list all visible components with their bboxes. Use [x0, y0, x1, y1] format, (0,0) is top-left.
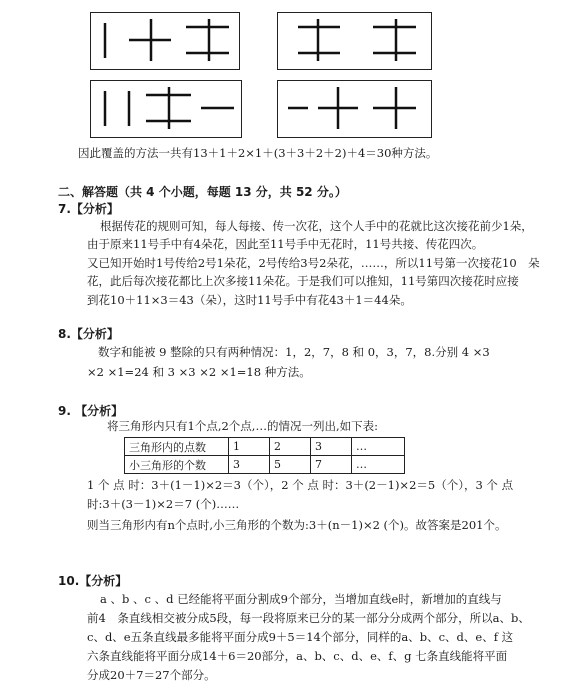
- table-cell: …: [352, 456, 405, 474]
- points-table: [124, 437, 405, 474]
- table-cell: 1: [229, 438, 270, 456]
- q10-line-3: c、d、e五条直线最多能将平面分成9＋5＝14个部分，同样的a、b、c、d、e、f 这: [87, 630, 514, 644]
- q10-line-4: 六条直线能将平面分成14＋6＝20部分，a、b、c、d、e、f、g 七条直线能将平面: [87, 649, 508, 663]
- q7-line-1: 根据传花的规则可知，每人每接、传一次花，这个人手中的花就比这次接花前少1朵，: [100, 219, 533, 233]
- table-cell: 小三角形的个数: [125, 456, 229, 474]
- q7-line-2: 由于原来11号手中有4朵花，因此至11号手中无花时，11号共接、传花四次。: [87, 237, 484, 251]
- table-cell: 三角形内的点数: [125, 438, 229, 456]
- q9-intro: 将三角形内只有1个点,2个点,…的情况一列出,如下表:: [107, 419, 378, 433]
- q9-line-2: 时:3＋(3－1)×2＝7 (个)……: [87, 497, 240, 511]
- q10-line-5: 分成20＋7＝27个部分。: [87, 668, 216, 682]
- tiling-diagram-4: [277, 80, 432, 138]
- tiling-diagram-1: [90, 12, 240, 70]
- tiling-diagram-2: [277, 12, 432, 70]
- table-cell: 3: [311, 438, 352, 456]
- q10-line-1: a 、b 、c 、d 已经能将平面分割成9个部分，当增加直线e时，新增加的直线与: [100, 592, 502, 606]
- q7-line-4: 花，此后每次接花都比上次多接11朵花。于是我们可以推知，11号第四次接花时应接: [87, 274, 519, 288]
- q8-label: 8.【分析】: [58, 327, 119, 341]
- table-row: [125, 456, 405, 474]
- q9-line-1: 1 个 点 时：3＋(1－1)×2＝3（个），2 个 点 时：3＋(2－1)×2＝5（个），3 个 点: [87, 478, 514, 492]
- table-cell: 7: [311, 456, 352, 474]
- q10-line-2: 前4 条直线相交被分成5段，每一段将原来已分的某一部分分成两个部分，所以a、b、: [87, 611, 530, 625]
- q7-line-3: 又已知开始时1号传给2号1朵花，2号传给3号2朵花，……，所以11号第一次接花10 朵: [87, 256, 540, 270]
- table-cell: 2: [270, 438, 311, 456]
- q7-label: 7.【分析】: [58, 202, 119, 216]
- section-title: 二、解答题（共 4 个小题，每题 13 分，共 52 分。）: [58, 185, 347, 199]
- table-cell: 3: [229, 456, 270, 474]
- q10-label: 10.【分析】: [58, 574, 128, 588]
- tiling-diagram-3: [90, 80, 242, 138]
- table-cell: …: [352, 438, 405, 456]
- q7-line-5: 到花10＋11×3＝43（朵），这时11号手中有花43＋1＝44朵。: [87, 293, 412, 307]
- table-cell: 5: [270, 456, 311, 474]
- q9-label: 9. 【分析】: [58, 404, 124, 418]
- total-methods-text: 因此覆盖的方法一共有13＋1＋2×1＋(3＋3＋2＋2)＋4＝30种方法。: [78, 146, 438, 160]
- q9-line-3: 则当三角形内有n个点时,小三角形的个数为:3＋(n－1)×2 (个)。故答案是201个。: [87, 518, 507, 532]
- q8-line-2: ×2 ×1=24 和 3 ×3 ×2 ×1=18 种方法。: [87, 365, 311, 379]
- q8-line-1: 数字和能被 9 整除的只有两种情况：1，2，7，8 和 0，3，7，8.分别 4 ×3: [98, 345, 490, 359]
- table-row: [125, 438, 405, 456]
